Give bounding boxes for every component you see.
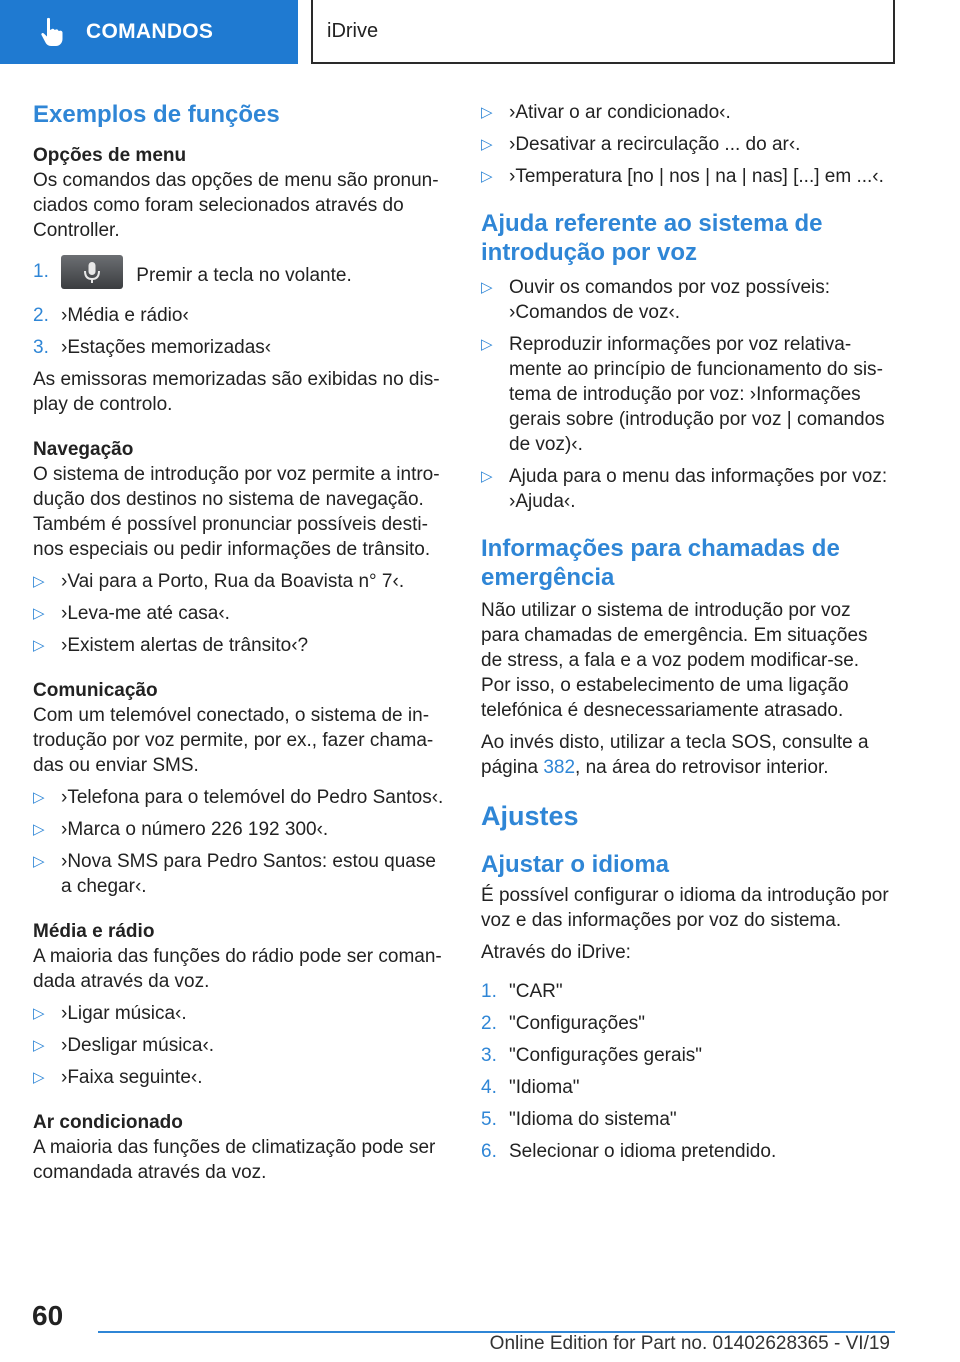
list-item-text: ›Ativar o ar condicionado‹. <box>509 102 731 123</box>
list-item <box>481 100 891 125</box>
list-item-text: Reproduzir informações por voz relativamente ao princípio de funcionamento do sistema de introdução por voz: ›Informações gerais sobre (introdução por voz | comandos de voz)‹. <box>509 334 885 455</box>
chapter-header <box>311 0 895 64</box>
voice-help-list <box>481 275 891 514</box>
list-item <box>481 464 891 514</box>
step-item <box>33 303 448 328</box>
navigation-heading: Navegação <box>33 439 134 460</box>
list-item <box>481 332 891 457</box>
page-reference-link[interactable]: 382 <box>543 757 576 778</box>
menu-after-text: As emissoras memorizadas são exibidas no display de controlo. <box>33 369 440 415</box>
list-item <box>33 601 448 626</box>
air-conditioning-list <box>481 100 891 189</box>
step-number: 3. <box>481 1045 497 1066</box>
bullet-triangle-icon: ▷ <box>33 821 45 838</box>
air-conditioning-text: A maioria das funções de climatização pode ser comandada através da voz. <box>33 1137 436 1183</box>
right-column <box>481 100 891 1171</box>
communication-list <box>33 785 448 899</box>
bullet-triangle-icon: ▷ <box>481 104 493 121</box>
step-item <box>481 1139 891 1164</box>
step-number: 1. <box>33 261 49 282</box>
step-number: 5. <box>481 1109 497 1130</box>
list-item-text: ›Nova SMS para Pedro Santos: estou quase a chegar‹. <box>61 851 436 897</box>
bullet-triangle-icon: ▷ <box>481 279 493 296</box>
step-text: ›Média e rádio‹ <box>61 305 189 326</box>
edition-text: Online Edition for Part no. 01402628365 - VI/19 <box>489 1333 890 1354</box>
emergency-sos-text-end: , na área do retrovisor interior. <box>575 757 829 778</box>
menu-options-text: Os comandos das opções de menu são pronunciados como foram selecionados através do Controller. <box>33 170 439 241</box>
list-item <box>481 164 891 189</box>
step-item <box>481 1043 891 1068</box>
communication-text: Com um telemóvel conectado, o sistema de introdução por voz permite, por ex., fazer chamadas ou enviar SMS. <box>33 705 434 776</box>
step-item <box>481 1107 891 1132</box>
list-item-text: Ajuda para o menu das informações por voz: ›Ajuda‹. <box>509 466 888 512</box>
chapter-label: iDrive <box>327 19 379 42</box>
section-label: COMANDOS <box>86 20 214 43</box>
menu-options-block <box>33 143 448 417</box>
step-item <box>481 1011 891 1036</box>
hand-pointer-icon <box>38 17 66 47</box>
list-item <box>481 275 891 325</box>
list-item-text: ›Vai para a Porto, Rua da Boavista n° 7‹. <box>61 571 405 592</box>
emergency-sos-text-start: Ao invés disto, utilizar a tecla SOS, consulte a página <box>481 732 869 778</box>
step-number: 4. <box>481 1077 497 1098</box>
language-steps <box>481 979 891 1164</box>
bullet-triangle-icon: ▷ <box>33 789 45 806</box>
step-text: "Configurações gerais" <box>509 1045 703 1066</box>
language-title: Ajustar o idioma <box>481 851 670 878</box>
list-item-text: ›Marca o número 226 192 300‹. <box>61 819 329 840</box>
step-text: "Configurações" <box>509 1013 646 1034</box>
communication-block <box>33 678 448 899</box>
list-item-text: ›Leva-me até casa‹. <box>61 603 230 624</box>
page-number: 60 <box>32 1300 64 1331</box>
menu-steps <box>33 259 448 360</box>
list-item <box>481 132 891 157</box>
left-column <box>33 100 448 1205</box>
microphone-icon <box>61 255 123 289</box>
media-text: A maioria das funções do rádio pode ser comandada através da voz. <box>33 946 442 992</box>
list-item-text: ›Desativar a recirculação ... do ar‹. <box>509 134 801 155</box>
bullet-triangle-icon: ▷ <box>481 136 493 153</box>
section-tab <box>0 0 298 64</box>
media-list <box>33 1001 448 1090</box>
emergency-text: Não utilizar o sistema de introdução por voz para chamadas de emergência. Em situações de stress, a fala e a voz podem modificar-se. Por isso, o estabelecimento de uma ligação telefónica é desnecessariamente atrasado. <box>481 600 868 721</box>
emergency-sos-text <box>481 730 891 780</box>
bullet-triangle-icon: ▷ <box>33 853 45 870</box>
media-heading: Média e rádio <box>33 921 155 942</box>
list-item-text: ›Ligar música‹. <box>61 1003 187 1024</box>
bullet-triangle-icon: ▷ <box>33 1005 45 1022</box>
voice-help-title: Ajuda referente ao sistema de introdução por voz <box>481 210 823 266</box>
list-item-text: ›Existem alertas de trânsito‹? <box>61 635 309 656</box>
step-text: Premir a tecla no volante. <box>136 265 352 287</box>
bullet-triangle-icon: ▷ <box>33 605 45 622</box>
language-text: É possível configurar o idioma da introdução por voz e das informações por voz do sistema. <box>481 885 889 931</box>
step-item <box>481 1075 891 1100</box>
emergency-block <box>481 534 891 780</box>
list-item <box>33 817 448 842</box>
bullet-triangle-icon: ▷ <box>33 637 45 654</box>
bullet-triangle-icon: ▷ <box>33 1069 45 1086</box>
list-item <box>33 1001 448 1026</box>
step-item <box>481 979 891 1004</box>
step-item <box>33 335 448 360</box>
step-text: Selecionar o idioma pretendido. <box>509 1141 777 1162</box>
voice-help-block <box>481 209 891 514</box>
step-text: "Idioma" <box>509 1077 580 1098</box>
navigation-list <box>33 569 448 658</box>
step-number: 3. <box>33 337 49 358</box>
navigation-text: O sistema de introdução por voz permite a introdução dos destinos no sistema de navegação. Também é possível pronunciar possíveis destinos especiais ou pedir informações de trânsito. <box>33 464 440 560</box>
list-item <box>33 785 448 810</box>
settings-title: Ajustes <box>481 801 579 831</box>
bullet-triangle-icon: ▷ <box>33 1037 45 1054</box>
step-number: 1. <box>481 981 497 1002</box>
navigation-block <box>33 437 448 658</box>
step-item <box>33 259 448 293</box>
communication-heading: Comunicação <box>33 680 158 701</box>
list-item <box>33 569 448 594</box>
bullet-triangle-icon: ▷ <box>33 573 45 590</box>
list-item <box>33 1033 448 1058</box>
bullet-triangle-icon: ▷ <box>481 336 493 353</box>
list-item-text: ›Temperatura [no | nos | na | nas] [...] em ...‹. <box>509 166 884 187</box>
list-item-text: ›Faixa seguinte‹. <box>61 1067 203 1088</box>
air-conditioning-block <box>33 1110 448 1185</box>
emergency-title: Informações para chamadas de emergência <box>481 535 840 591</box>
step-number: 6. <box>481 1141 497 1162</box>
air-conditioning-heading: Ar condicionado <box>33 1112 183 1133</box>
list-item-text: ›Telefona para o telemóvel do Pedro Santos‹. <box>61 787 444 808</box>
settings-block <box>481 800 891 1164</box>
list-item <box>33 1065 448 1090</box>
list-item-text: Ouvir os comandos por voz possíveis: ›Comandos de voz‹. <box>509 277 831 323</box>
menu-options-heading: Opções de menu <box>33 145 187 166</box>
step-text: "Idioma do sistema" <box>509 1109 677 1130</box>
list-item <box>33 849 448 899</box>
list-item <box>33 633 448 658</box>
step-number: 2. <box>481 1013 497 1034</box>
media-block <box>33 919 448 1090</box>
language-via-text: Através do iDrive: <box>481 942 631 963</box>
bullet-triangle-icon: ▷ <box>481 468 493 485</box>
step-number: 2. <box>33 305 49 326</box>
step-text: "CAR" <box>509 981 563 1002</box>
list-item-text: ›Desligar música‹. <box>61 1035 215 1056</box>
voice-button-image <box>61 255 123 289</box>
step-text: ›Estações memorizadas‹ <box>61 337 272 358</box>
section-title: Exemplos de funções <box>33 101 280 128</box>
bullet-triangle-icon: ▷ <box>481 168 493 185</box>
